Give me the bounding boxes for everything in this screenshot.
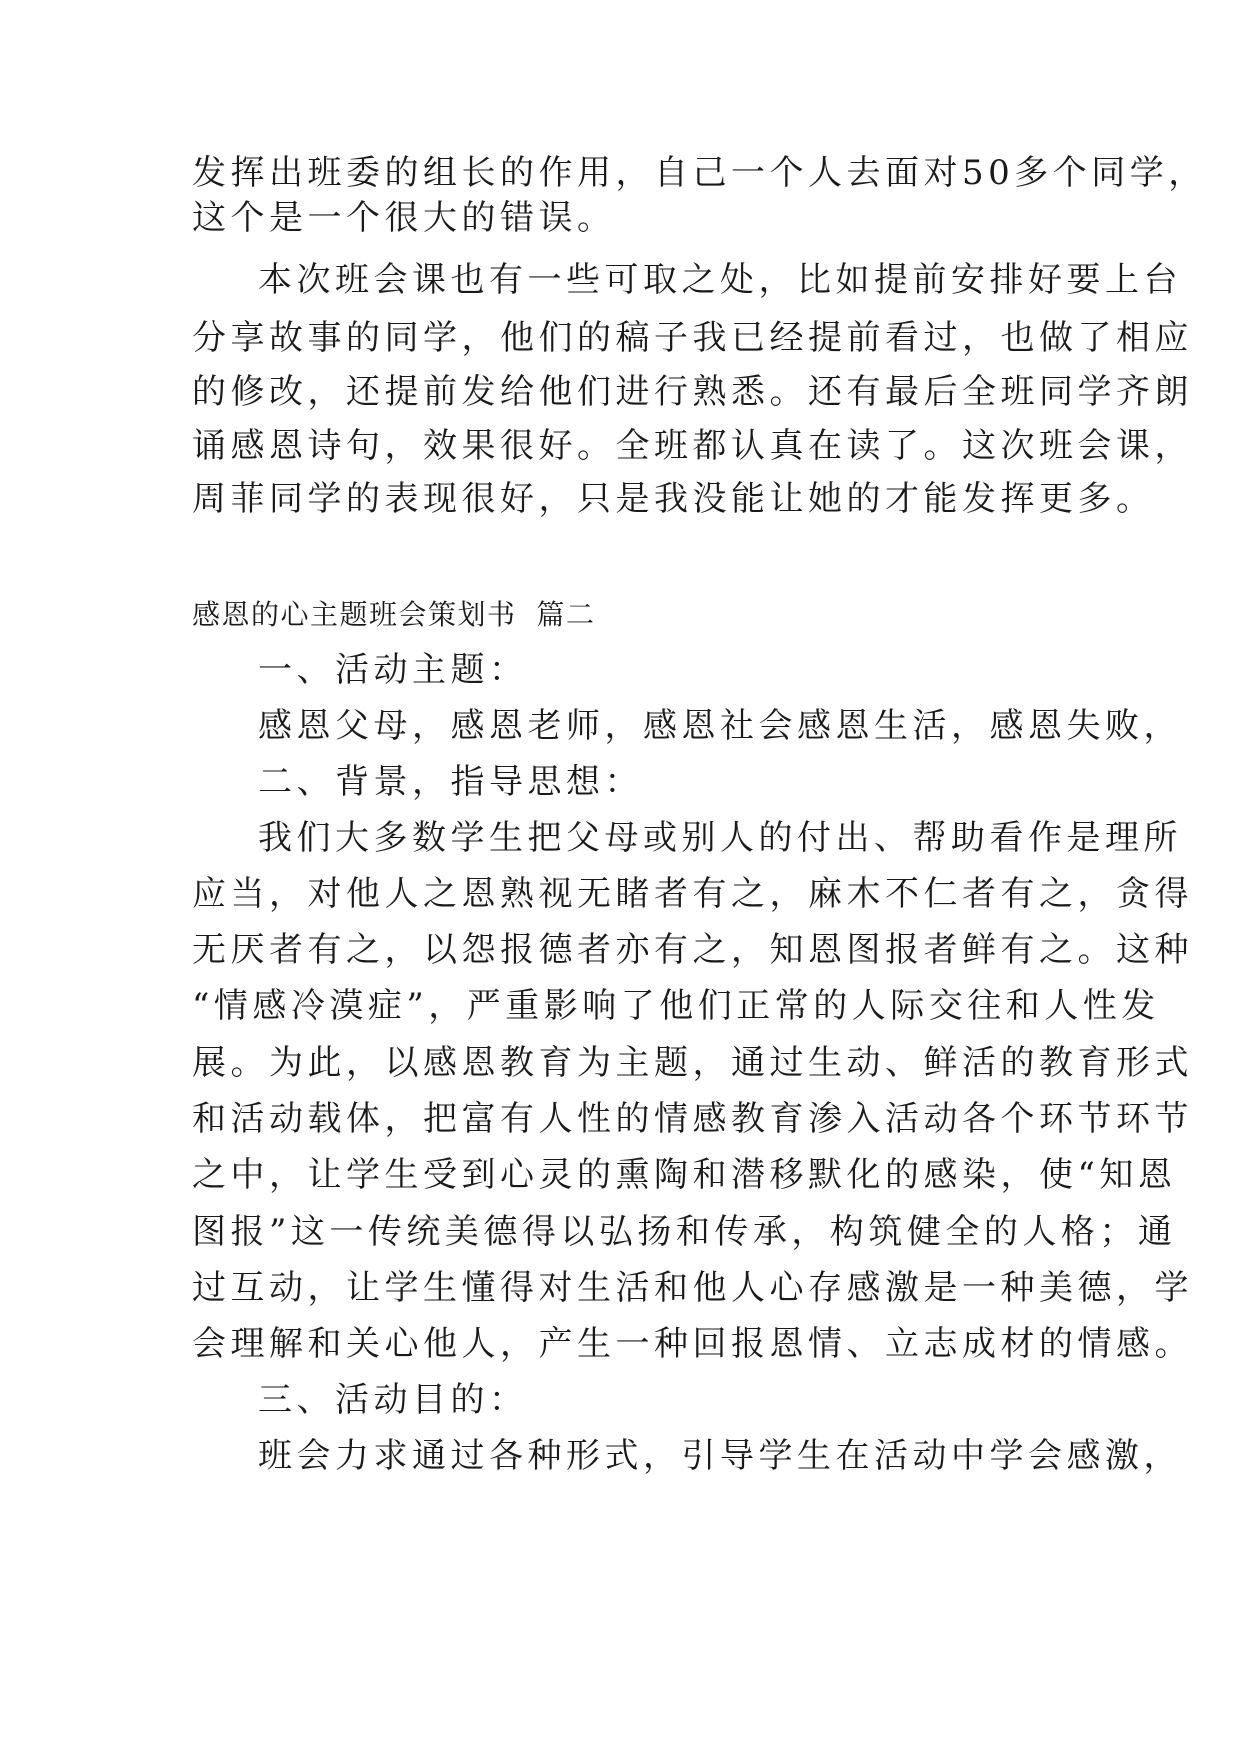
text-line: 的修改，还提前发给他们进行熟悉。还有最后全班同学齐朗 bbox=[192, 372, 1193, 412]
text-line: 本次班会课也有一些可取之处，比如提前安排好要上台 bbox=[258, 260, 1182, 300]
activity-theme-heading: 一、活动主题： bbox=[258, 650, 528, 690]
text-line: 和活动载体，把富有人性的情感教育渗入活动各个环节环节 bbox=[192, 1099, 1193, 1139]
text-line: 周菲同学的表现很好，只是我没能让她的才能发挥更多。 bbox=[192, 479, 1155, 519]
text-line: 应当，对他人之恩熟视无睹者有之，麻木不仁者有之，贪得 bbox=[192, 874, 1193, 914]
text-line: 班会力求通过各种形式，引导学生在活动中学会感激， bbox=[258, 1436, 1182, 1476]
section-title-main: 感恩的心主题班会策划书 bbox=[192, 598, 517, 631]
text-line: 发挥出班委的组长的作用，自己一个人去面对50多个同学， bbox=[192, 153, 1207, 193]
text-line: 展。为此，以感恩教育为主题，通过生动、鲜活的教育形式 bbox=[192, 1043, 1193, 1083]
text-line: 诵感恩诗句，效果很好。全班都认真在读了。这次班会课， bbox=[192, 426, 1193, 466]
activity-theme-content: 感恩父母，感恩老师，感恩社会感恩生活，感恩失败， bbox=[258, 706, 1182, 746]
background-heading: 二、背景，指导思想： bbox=[258, 762, 643, 802]
text-line: 我们大多数学生把父母或别人的付出、帮助看作是理所 bbox=[258, 818, 1182, 858]
text-line: 之中，让学生受到心灵的熏陶和潜移默化的感染，使“知恩 bbox=[192, 1155, 1177, 1195]
text-line: 过互动，让学生懂得对生活和他人心存感激是一种美德，学 bbox=[192, 1268, 1193, 1308]
text-line: 会理解和关心他人，产生一种回报恩情、立志成材的情感。 bbox=[192, 1324, 1193, 1364]
text-line: 这个是一个很大的错误。 bbox=[192, 198, 616, 238]
text-line: 分享故事的同学，他们的稿子我已经提前看过，也做了相应 bbox=[192, 318, 1193, 358]
section-title bbox=[192, 598, 596, 632]
section-title-part: 篇二 bbox=[536, 598, 596, 631]
text-line: 图报”这一传统美德得以弘扬和传承，构筑健全的人格；通 bbox=[192, 1212, 1177, 1252]
text-line: 无厌者有之，以怨报德者亦有之，知恩图报者鲜有之。这种 bbox=[192, 930, 1193, 970]
text-line: “情感冷漠症”，严重影响了他们正常的人际交往和人性发 bbox=[192, 986, 1160, 1026]
purpose-heading: 三、活动目的： bbox=[258, 1380, 528, 1420]
